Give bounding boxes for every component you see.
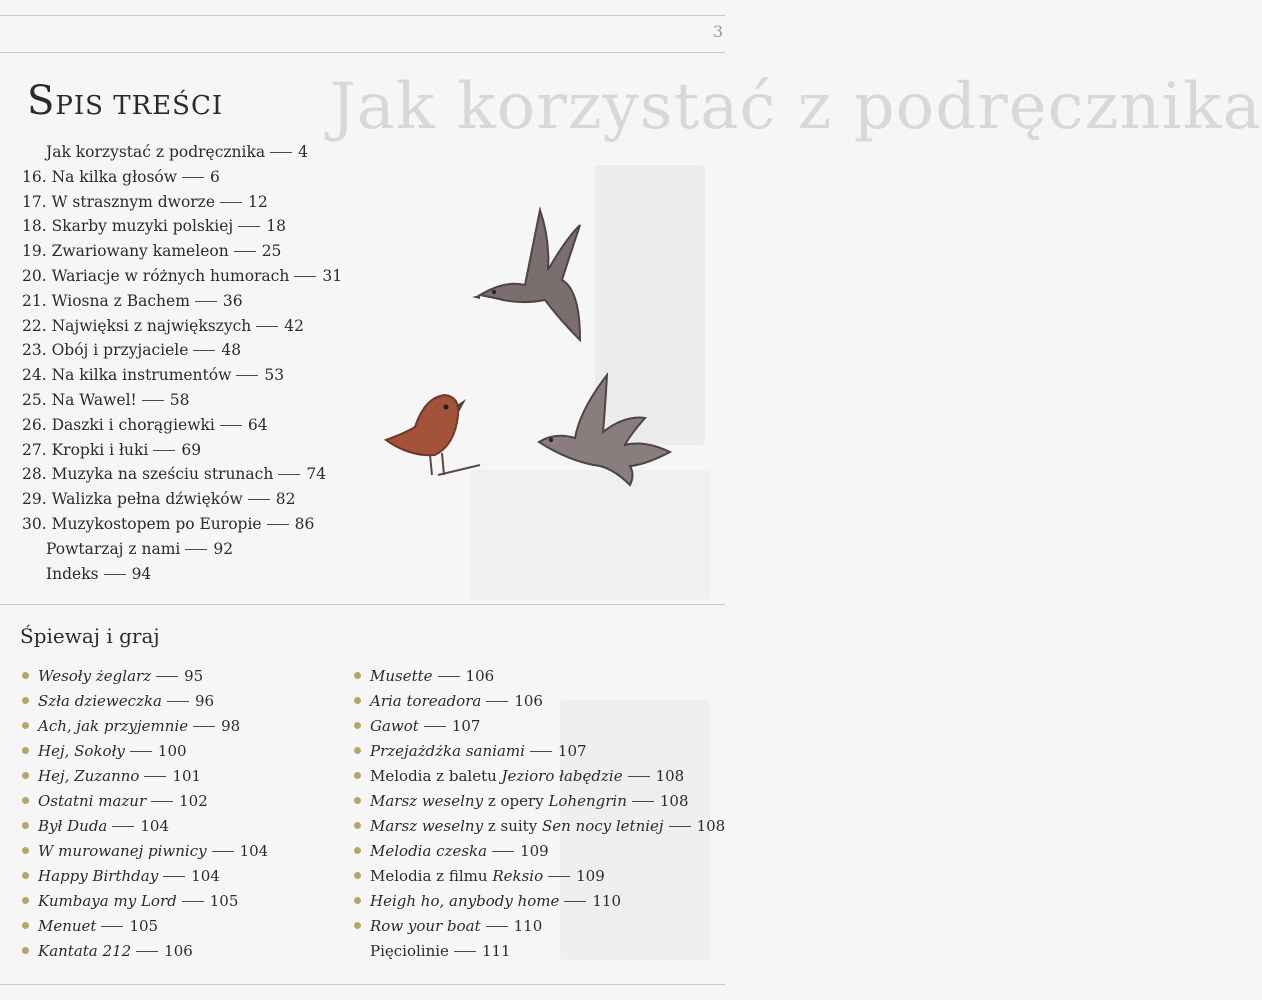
toc-item-page: 12	[248, 192, 268, 211]
toc-item-number: 24.	[22, 366, 52, 385]
song-title-part: Ostatni mazur	[38, 792, 147, 810]
leader-line	[548, 876, 570, 877]
leader-line	[167, 701, 189, 702]
leader-line	[151, 801, 173, 802]
bullet-icon	[22, 897, 29, 904]
toc-item[interactable]	[22, 490, 342, 515]
leader-line	[193, 726, 215, 727]
song-title-part: z suity	[483, 817, 542, 835]
bullet-icon	[22, 672, 29, 679]
song-title-part: Heigh ho, anybody home	[370, 892, 560, 910]
leader-line	[256, 326, 278, 327]
toc-item[interactable]	[22, 366, 342, 391]
song-title-part: Był Duda	[38, 817, 108, 835]
leader-line	[182, 177, 204, 178]
toc-item-page: 31	[322, 266, 343, 285]
toc-item-page: 82	[275, 490, 296, 509]
toc-item-title: Na Wawel!	[51, 390, 137, 409]
song-title-part: Melodia z filmu	[370, 867, 493, 885]
toc-item-number: 20.	[22, 266, 52, 285]
leader-line	[144, 776, 166, 777]
toc-item-page: 36	[222, 291, 243, 310]
leader-line	[248, 499, 270, 500]
song-item[interactable]	[22, 692, 268, 717]
bullet-icon	[22, 772, 29, 779]
leader-line	[236, 375, 258, 376]
leader-line	[220, 202, 242, 203]
toc-item-number: 18.	[22, 217, 52, 236]
toc-item[interactable]	[22, 292, 342, 317]
leader-line	[238, 226, 260, 227]
leader-line	[632, 801, 654, 802]
song-title-part: Pięciolinie	[370, 942, 449, 960]
song-item[interactable]	[22, 842, 268, 867]
toc-item-number: 26.	[22, 415, 52, 434]
song-title-part: Musette	[370, 667, 433, 685]
leader-line	[438, 676, 460, 677]
song-title-part: Lohengrin	[548, 792, 627, 810]
toc-item[interactable]	[22, 515, 342, 540]
toc-item[interactable]	[22, 441, 342, 466]
song-item[interactable]	[354, 867, 725, 892]
toc-item-number: 17.	[22, 192, 52, 211]
toc-item[interactable]	[22, 217, 342, 242]
leader-line	[234, 251, 256, 252]
toc-item[interactable]	[22, 465, 342, 490]
toc-item-page: 48	[221, 341, 242, 360]
top-rule	[0, 15, 725, 16]
leader-line	[486, 926, 508, 927]
song-title-part: Happy Birthday	[38, 867, 159, 885]
toc-item-page: 92	[213, 539, 234, 558]
bullet-icon	[22, 697, 29, 704]
song-page: 109	[520, 842, 549, 860]
leader-line	[195, 301, 217, 302]
toc-item-page: 42	[284, 316, 305, 335]
song-page: 104	[191, 867, 220, 885]
toc-item-title: Powtarzaj z nami	[46, 539, 181, 558]
bullet-icon	[354, 672, 361, 679]
toc-item[interactable]	[22, 565, 342, 590]
toc-item-number: 28.	[22, 465, 52, 484]
song-page: 108	[655, 767, 685, 785]
song-page: 98	[221, 717, 241, 735]
toc-item-title: Na kilka instrumentów	[51, 366, 232, 385]
song-page: 110	[513, 917, 543, 935]
leader-line	[130, 751, 152, 752]
song-title-part: Menuet	[38, 917, 97, 935]
toc-item[interactable]	[22, 168, 342, 193]
toc-item-title: Obój i przyjaciele	[51, 341, 189, 360]
bullet-icon	[354, 697, 361, 704]
song-page: 110	[592, 892, 622, 910]
bullet-icon	[354, 847, 361, 854]
toc-item-page: 94	[131, 564, 152, 583]
leader-line	[156, 676, 178, 677]
song-item[interactable]	[354, 792, 725, 817]
robin-icon	[380, 385, 490, 485]
song-page: 109	[576, 867, 605, 885]
song-page: 106	[164, 942, 193, 960]
toc-item[interactable]	[22, 540, 342, 565]
song-item[interactable]	[22, 742, 268, 767]
toc-item-page: 25	[261, 242, 282, 261]
toc-item-title: Walizka pełna dźwięków	[51, 490, 243, 509]
toc-item[interactable]	[22, 267, 342, 292]
toc-item-number: 30.	[22, 514, 52, 533]
leader-line	[101, 926, 123, 927]
toc-item-number: 19.	[22, 242, 52, 261]
toc-item[interactable]	[22, 317, 342, 342]
section-divider	[0, 604, 725, 605]
leader-line	[153, 450, 175, 451]
toc-item-number: 25.	[22, 390, 52, 409]
leader-line	[163, 876, 185, 877]
song-title-part: Reksio	[492, 867, 544, 885]
toc-item-page: 4	[298, 143, 309, 161]
toc-item-title: Jak korzystać z podręcznika	[46, 143, 266, 161]
bullet-icon	[354, 872, 361, 879]
bullet-icon	[354, 922, 361, 929]
song-title-part: Ach, jak przyjemnie	[38, 717, 189, 735]
song-item[interactable]	[22, 892, 268, 917]
bullet-icon	[22, 922, 29, 929]
song-title-part: Melodia czeska	[370, 842, 488, 860]
toc-item-title: Wariacje w różnych humorach	[51, 266, 290, 285]
toc-item-title: Wiosna z Bachem	[51, 291, 190, 310]
leader-line	[294, 276, 316, 277]
toc-item-title: W strasznym dworze	[51, 192, 216, 211]
song-page: 101	[172, 767, 202, 785]
toc-item-number: 27.	[22, 440, 52, 459]
song-title-part: Wesoły żeglarz	[38, 667, 152, 685]
bullet-icon	[22, 947, 29, 954]
leader-line	[142, 400, 164, 401]
toc-title: SPIS TREŚCI	[27, 78, 224, 124]
song-item[interactable]	[22, 667, 268, 692]
toc-item-title: Muzyka na sześciu strunach	[51, 465, 274, 484]
leader-line	[278, 474, 300, 475]
toc-item-number: 16.	[22, 167, 52, 186]
toc-item-page: 6	[210, 167, 220, 186]
song-page: 104	[239, 842, 269, 860]
leader-line	[564, 901, 586, 902]
song-item[interactable]	[354, 717, 725, 742]
toc-item-page: 64	[247, 415, 268, 434]
bullet-icon	[22, 747, 29, 754]
toc-item-title: Skarby muzyki polskiej	[51, 217, 234, 236]
song-item[interactable]	[22, 917, 268, 942]
song-title-part: z opery	[483, 792, 549, 810]
song-title-part: Row your boat	[370, 917, 481, 935]
bird-flying-icon	[470, 200, 595, 350]
song-item[interactable]	[22, 942, 268, 967]
songs-list-left	[22, 667, 268, 967]
leader-line	[212, 851, 234, 852]
leader-line	[530, 751, 552, 752]
section-title: Śpiewaj i graj	[20, 624, 160, 648]
song-title-part: Sen nocy letniej	[541, 817, 664, 835]
leader-line	[628, 776, 650, 777]
song-title-part: Przejażdżka saniami	[370, 742, 525, 760]
song-item[interactable]	[354, 767, 725, 792]
song-page: 108	[659, 792, 689, 810]
song-title-part: Jezioro łabędzie	[501, 767, 623, 785]
bullet-icon	[354, 822, 361, 829]
bullet-icon	[22, 872, 29, 879]
toc-item-number: 29.	[22, 490, 52, 509]
leader-line	[492, 851, 514, 852]
song-title-part: W murowanej piwnicy	[38, 842, 207, 860]
toc-item-title: Najwięksi z największych	[51, 316, 252, 335]
songs-list-right	[354, 667, 725, 967]
leader-line	[267, 524, 289, 525]
bottom-rule	[0, 984, 725, 985]
bird-flying-icon	[535, 370, 675, 490]
toc-item-page: 58	[169, 390, 190, 409]
song-page: 111	[481, 942, 511, 960]
song-page: 104	[140, 817, 170, 835]
background-heading: Jak korzystać z podręcznika	[330, 70, 1262, 144]
leader-line	[136, 951, 158, 952]
song-title-part: Hej, Zuzanno	[38, 767, 140, 785]
bullet-icon	[22, 797, 29, 804]
song-title-part: Marsz weselny	[370, 792, 484, 810]
toc-item-title: Muzykostopem po Europie	[51, 514, 262, 533]
toc-item-title: Na kilka głosów	[51, 167, 178, 186]
song-title-part: Gawot	[370, 717, 419, 735]
leader-line	[182, 901, 204, 902]
leader-line	[454, 951, 476, 952]
toc-item[interactable]	[22, 193, 342, 218]
song-title-part: Marsz weselny	[370, 817, 484, 835]
toc-item-page: 53	[264, 366, 285, 385]
song-page: 100	[157, 742, 187, 760]
leader-line	[185, 549, 207, 550]
song-page: 106	[514, 692, 543, 710]
leader-line	[104, 574, 126, 575]
bullet-icon	[22, 847, 29, 854]
toc-item[interactable]	[22, 242, 342, 267]
song-page: 108	[696, 817, 726, 835]
toc-item-page: 69	[181, 440, 202, 459]
leader-line	[669, 826, 691, 827]
song-page: 95	[184, 667, 204, 685]
song-item[interactable]	[354, 842, 725, 867]
toc-item-page: 18	[266, 217, 286, 236]
toc-item[interactable]	[22, 416, 342, 441]
song-title-part: Hej, Sokoły	[38, 742, 125, 760]
song-title-part: Kantata 212	[38, 942, 132, 960]
song-page: 105	[209, 892, 239, 910]
song-item[interactable]	[354, 667, 725, 692]
page-number: 3	[712, 22, 723, 41]
song-item[interactable]	[22, 817, 268, 842]
header-rule	[0, 52, 725, 53]
toc-list	[22, 143, 342, 589]
song-item[interactable]	[354, 942, 725, 967]
song-page: 96	[194, 692, 215, 710]
toc-item[interactable]	[22, 391, 342, 416]
leader-line	[112, 826, 134, 827]
song-item[interactable]	[354, 892, 725, 917]
leader-line	[220, 425, 242, 426]
toc-item-title: Daszki i chorągiewki	[51, 415, 215, 434]
bullet-icon	[354, 747, 361, 754]
bullet-icon	[22, 722, 29, 729]
toc-item-number: 22.	[22, 316, 52, 335]
song-page: 107	[557, 742, 587, 760]
toc-item-page: 86	[294, 514, 315, 533]
song-item[interactable]	[22, 767, 268, 792]
song-page: 102	[179, 792, 208, 810]
leader-line	[270, 152, 292, 153]
bullet-icon	[354, 897, 361, 904]
leader-line	[486, 701, 508, 702]
leader-line	[424, 726, 446, 727]
song-page: 105	[129, 917, 159, 935]
toc-item[interactable]	[22, 143, 342, 168]
song-title-part: Aria toreadora	[370, 692, 482, 710]
bullet-icon	[354, 722, 361, 729]
toc-item[interactable]	[22, 341, 342, 366]
toc-item-page: 74	[306, 465, 327, 484]
toc-item-title: Kropki i łuki	[51, 440, 149, 459]
leader-line	[193, 350, 215, 351]
toc-item-number: 21.	[22, 291, 52, 310]
song-item[interactable]	[354, 817, 725, 842]
bullet-icon	[354, 772, 361, 779]
toc-item-title: Zwariowany kameleon	[51, 242, 229, 261]
song-title-part: Kumbaya my Lord	[38, 892, 177, 910]
song-item[interactable]	[354, 692, 725, 717]
song-item[interactable]	[22, 792, 268, 817]
song-item[interactable]	[354, 917, 725, 942]
song-page: 106	[465, 667, 495, 685]
song-item[interactable]	[22, 717, 268, 742]
toc-item-title: Indeks	[46, 564, 99, 583]
song-title-part: Szła dzieweczka	[38, 692, 162, 710]
toc-item-number: 23.	[22, 341, 52, 360]
bullet-icon	[354, 797, 361, 804]
bullet-icon	[22, 822, 29, 829]
song-item[interactable]	[354, 742, 725, 767]
song-page: 107	[451, 717, 481, 735]
song-item[interactable]	[22, 867, 268, 892]
song-title-part: Melodia z baletu	[370, 767, 502, 785]
